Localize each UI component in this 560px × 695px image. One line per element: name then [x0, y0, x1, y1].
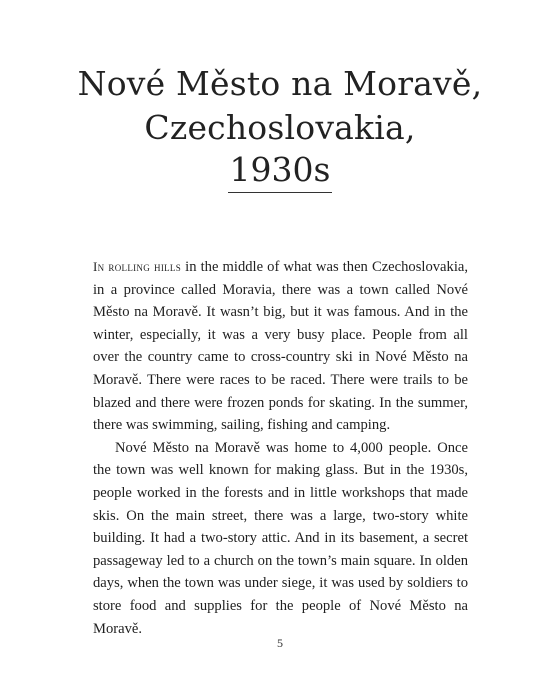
chapter-title-line-2: Czechoslovakia,: [144, 108, 416, 147]
chapter-title-year: 1930s: [228, 150, 333, 193]
paragraph-1: [93, 256, 468, 437]
chapter-title: [0, 62, 560, 193]
paragraph-1-text: in the middle of what was then Czechoslovakia, in a province called Moravia, there was a town called Nové Město na Moravě. It wasn’t big, but it was famous. And in the winter, especially, it was a very busy place. People from all over the country came to cross-country ski in Nové Město na Moravě. There were races to be raced. There were trails to be blazed and there were frozen ponds for skating. In the summer, there was swimming, sailing, fishing and camping.: [93, 259, 468, 434]
lead-in-small-caps: In rolling hills: [93, 259, 182, 274]
body-text: [93, 256, 468, 640]
chapter-title-line-1: Nové Město na Moravě,: [77, 64, 483, 103]
page-number: 5: [277, 636, 283, 650]
paragraph-2: Nové Město na Moravě was home to 4,000 people. Once the town was well known for making glass. But in the 1930s, people worked in the forests and in little workshops that made skis. On the main street, there was a large, two-story white building. It had a two-story attic. And in its basement, a secret passageway led to a church on the town’s main square. In olden days, when the town was under siege, it was used by soldiers to store food and supplies for the people of Nové Město na Moravě.: [93, 439, 468, 637]
